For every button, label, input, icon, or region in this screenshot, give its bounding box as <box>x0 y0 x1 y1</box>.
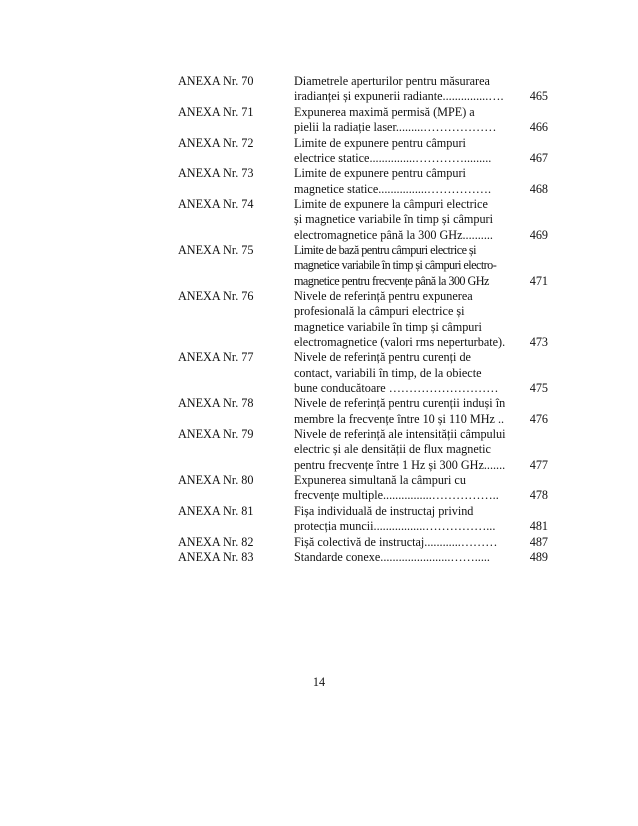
annex-title-line: electromagnetice până la 300 GHz.......... <box>294 227 493 242</box>
annex-title-line: Standarde conexe.......................……..... <box>294 550 490 565</box>
annex-title-line: frecvențe multiple................…………….. <box>294 488 499 503</box>
annex-title <box>294 504 510 534</box>
annex-title-line: pentru frecvențe între 1 Hz și 300 GHz....... <box>294 457 506 472</box>
annex-title <box>294 74 510 104</box>
toc-entry <box>178 535 548 550</box>
toc-entry <box>178 136 548 166</box>
annex-label: ANEXA Nr. 76 <box>178 289 254 304</box>
annex-title-line: protecția muncii.................……………... <box>294 519 496 534</box>
annex-title-line: Expunerea maximă permisă (MPE) a <box>294 104 475 119</box>
annex-label: ANEXA Nr. 74 <box>178 197 254 212</box>
toc-entry <box>178 504 548 534</box>
annex-page-number: 481 <box>529 519 548 534</box>
annex-title <box>294 396 510 426</box>
annex-title-line: contact, variabili în timp, de la obiecte <box>294 365 482 380</box>
toc-entry <box>178 105 548 135</box>
annex-title <box>294 105 510 135</box>
annex-label: ANEXA Nr. 80 <box>178 473 254 488</box>
toc-entry <box>178 289 548 350</box>
toc-entry <box>178 197 548 243</box>
annex-label: ANEXA Nr. 77 <box>178 350 254 365</box>
annex-title <box>294 243 510 289</box>
annex-title-line: Nivele de referință pentru curenți de <box>294 350 471 365</box>
annex-label: ANEXA Nr. 79 <box>178 427 254 442</box>
annex-title-line: iradianței și expunerii radiante...............…. <box>294 89 504 104</box>
toc-entry <box>178 74 548 104</box>
annex-title-line: magnetice statice................……………. <box>294 181 491 196</box>
annex-title-line: Limite de bază pentru câmpuri electrice și <box>294 243 476 258</box>
annex-title-line: Nivele de referință pentru expunerea <box>294 289 473 304</box>
annex-label: ANEXA Nr. 81 <box>178 503 254 518</box>
annex-title <box>294 550 510 565</box>
annex-label: ANEXA Nr. 82 <box>178 534 254 549</box>
annex-label: ANEXA Nr. 78 <box>178 396 254 411</box>
annex-title-line: Nivele de referință ale intensității câmpului <box>294 427 506 442</box>
annex-label: ANEXA Nr. 83 <box>178 550 254 565</box>
annex-title-line: Limite de expunere pentru câmpuri <box>294 166 466 181</box>
annex-page-number: 476 <box>529 411 548 426</box>
toc-entry <box>178 350 548 396</box>
toc-entry <box>178 243 548 289</box>
annex-label: ANEXA Nr. 73 <box>178 166 254 181</box>
annex-title-line: Expunerea simultană la câmpuri cu <box>294 473 466 488</box>
annex-page-number: 477 <box>529 457 548 472</box>
annex-page-number: 487 <box>529 534 548 549</box>
annex-title <box>294 197 510 243</box>
annex-page-number: 473 <box>529 334 548 349</box>
annex-title <box>294 535 510 550</box>
toc-entry <box>178 473 548 503</box>
annex-label: ANEXA Nr. 75 <box>178 243 254 258</box>
annex-label: ANEXA Nr. 70 <box>178 74 254 88</box>
annex-title-line: electromagnetice (valori rms neperturbate). <box>294 334 506 349</box>
annex-page-number: 475 <box>529 380 548 395</box>
annex-page-number: 471 <box>529 273 548 288</box>
annex-title <box>294 350 510 396</box>
annex-title-line: membre la frecvențe între 10 și 110 MHz .. <box>294 411 505 426</box>
annex-title-line: magnetice pentru frecvențe până la 300 GHz <box>294 273 489 288</box>
annex-title-line: Limite de expunere pentru câmpuri <box>294 135 466 150</box>
annex-title-line: Diametrele aperturilor pentru măsurarea <box>294 74 490 88</box>
page-number: 14 <box>312 675 326 689</box>
annex-page-number: 467 <box>529 150 548 165</box>
toc-entry <box>178 396 548 426</box>
annex-title-line: magnetice variabile în timp și câmpuri <box>294 319 482 334</box>
annex-title-line: Fișă colectivă de instructaj............……… <box>294 534 498 549</box>
annex-title-line: bune conducătoare ……………………… <box>294 380 499 395</box>
annex-page-number: 466 <box>529 120 548 134</box>
annex-title-line: Fișa individuală de instructaj privind <box>294 503 474 518</box>
toc-entry <box>178 550 548 565</box>
annex-title-line: magnetice variabile în timp și câmpuri electro- <box>294 258 497 273</box>
annex-title-line: pielii la radiație laser.........……………… <box>294 120 497 134</box>
annex-label: ANEXA Nr. 71 <box>178 104 254 119</box>
annex-title-line: profesională la câmpuri electrice și <box>294 304 465 319</box>
annex-title <box>294 427 510 473</box>
annex-title-line: Nivele de referință pentru curenții induși în <box>294 396 506 411</box>
toc-entry <box>178 166 548 196</box>
annex-page-number: 468 <box>529 181 548 196</box>
annex-title <box>294 166 510 196</box>
annex-page-number: 478 <box>529 488 548 503</box>
annex-page-number: 469 <box>529 227 548 242</box>
annex-title-line: Limite de expunere la câmpuri electrice <box>294 197 488 212</box>
annex-title <box>294 289 510 350</box>
annex-title-line: electric și ale densității de flux magnetic <box>294 442 491 457</box>
table-of-contents <box>178 74 548 566</box>
annex-title <box>294 136 510 166</box>
annex-page-number: 465 <box>529 89 548 104</box>
toc-entry <box>178 427 548 473</box>
annex-title-line: și magnetice variabile în timp și câmpuri <box>294 212 494 227</box>
annex-label: ANEXA Nr. 72 <box>178 135 254 150</box>
annex-title <box>294 473 510 503</box>
annex-title-line: electrice statice...............…………......... <box>294 150 492 165</box>
annex-page-number: 489 <box>529 550 548 565</box>
